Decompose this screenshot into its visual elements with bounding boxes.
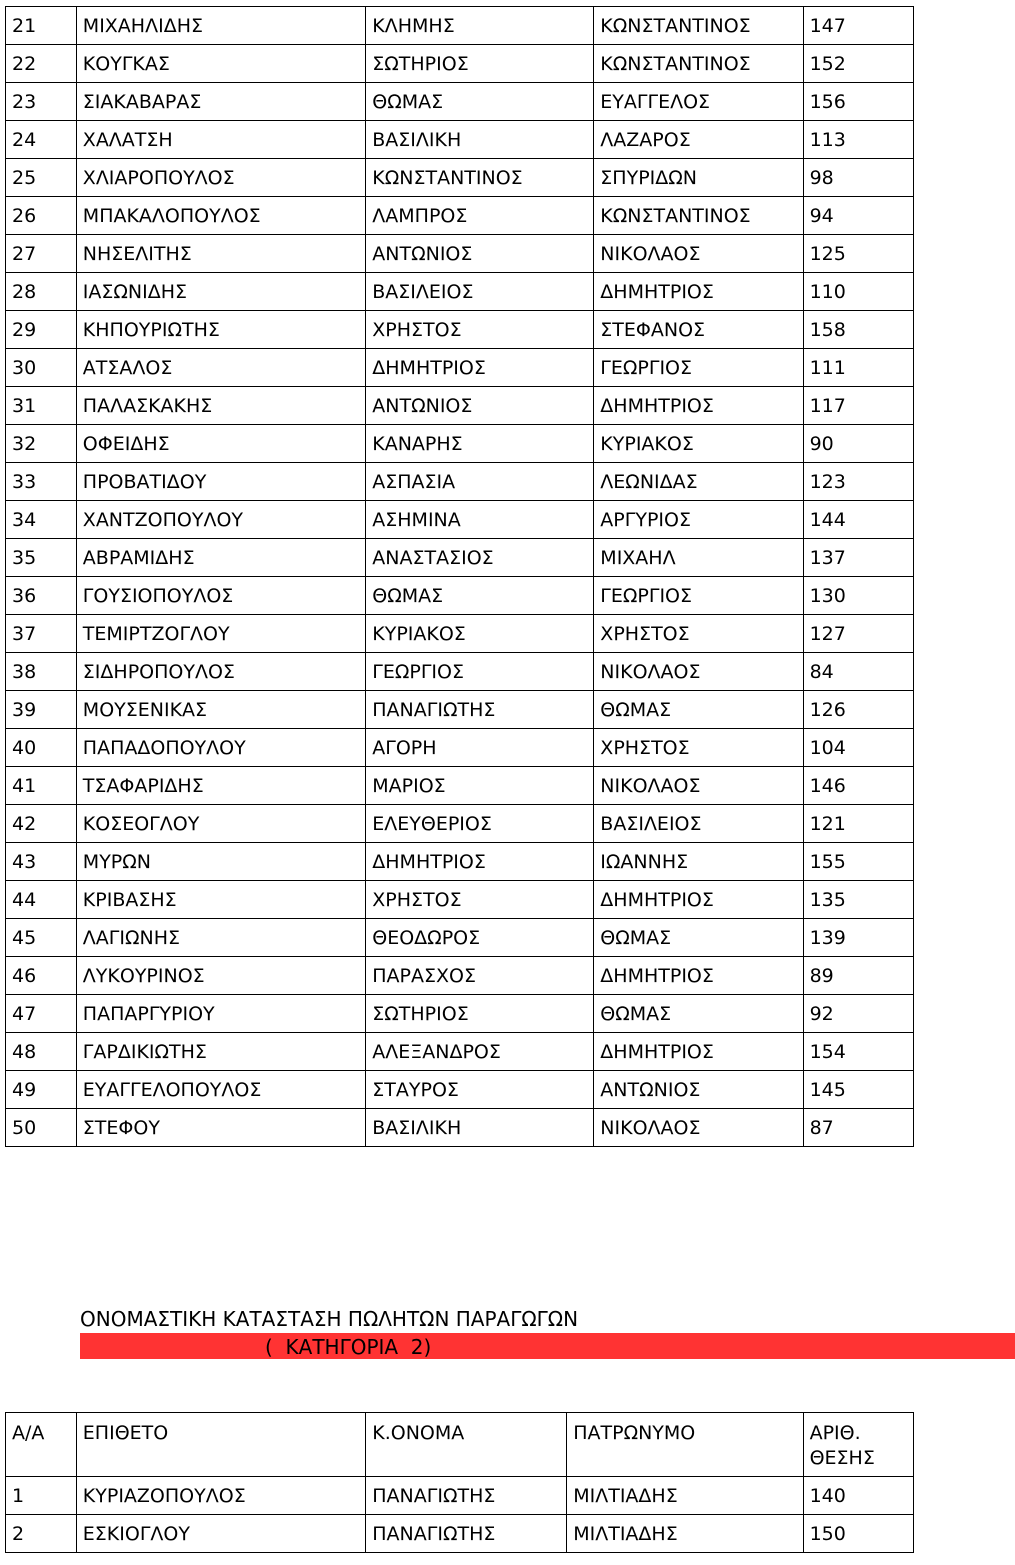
cell-father-name: ΘΩΜΑΣ [594, 691, 803, 729]
cell-position-number: 113 [803, 121, 913, 159]
cell-father-name: ΒΑΣΙΛΕΙΟΣ [594, 805, 803, 843]
cell-position-number: 87 [803, 1109, 913, 1147]
table-row [6, 425, 914, 463]
cell-surname: ΠΡΟΒΑΤΙΔΟΥ [76, 463, 365, 501]
cell-father-name: ΚΥΡΙΑΚΟΣ [594, 425, 803, 463]
header-surname: ΕΠΙΘΕΤΟ [76, 1413, 365, 1477]
cell-position-number: 135 [803, 881, 913, 919]
cell-father-name: ΑΝΤΩΝΙΟΣ [594, 1071, 803, 1109]
table-row [6, 501, 914, 539]
cell-position-number: 111 [803, 349, 913, 387]
cell-position-number: 90 [803, 425, 913, 463]
cell-father-name: ΚΩΝΣΤΑΝΤΙΝΟΣ [594, 45, 803, 83]
cell-surname: ΜΙΧΑΗΛΙΔΗΣ [76, 7, 365, 45]
cell-position-number: 98 [803, 159, 913, 197]
table-row [6, 615, 914, 653]
table-row [6, 197, 914, 235]
table-row [6, 729, 914, 767]
cell-first-name: ΜΑΡΙΟΣ [366, 767, 594, 805]
table-row [6, 881, 914, 919]
cell-index: 38 [6, 653, 77, 691]
cell-first-name: ΒΑΣΙΛΙΚΗ [366, 1109, 594, 1147]
sellers-table-category-2 [5, 1412, 914, 1553]
cell-position-number: 158 [803, 311, 913, 349]
cell-index: 42 [6, 805, 77, 843]
cell-first-name: ΚΩΝΣΤΑΝΤΙΝΟΣ [366, 159, 594, 197]
table-row [6, 349, 914, 387]
cell-first-name: ΑΝΤΩΝΙΟΣ [366, 387, 594, 425]
cell-father-name: ΓΕΩΡΓΙΟΣ [594, 349, 803, 387]
table-row [6, 995, 914, 1033]
sellers-table-category-1 [5, 6, 914, 1147]
cell-position-number: 126 [803, 691, 913, 729]
cell-first-name: ΚΛΗΜΗΣ [366, 7, 594, 45]
cell-index: 31 [6, 387, 77, 425]
cell-surname: ΤΣΑΦΑΡΙΔΗΣ [76, 767, 365, 805]
cell-first-name: ΔΗΜΗΤΡΙΟΣ [366, 843, 594, 881]
cell-index: 44 [6, 881, 77, 919]
cell-first-name: ΑΛΕΞΑΝΔΡΟΣ [366, 1033, 594, 1071]
table-row [6, 1109, 914, 1147]
cell-index: 22 [6, 45, 77, 83]
cell-surname: ΚΟΥΓΚΑΣ [76, 45, 365, 83]
cell-position-number: 123 [803, 463, 913, 501]
header-first-name: Κ.ΟΝΟΜΑ [366, 1413, 567, 1477]
cell-first-name: ΑΓΟΡΗ [366, 729, 594, 767]
table-row [6, 273, 914, 311]
cell-index: 39 [6, 691, 77, 729]
cell-surname: ΛΥΚΟΥΡΙΝΟΣ [76, 957, 365, 995]
table-row [6, 539, 914, 577]
cell-first-name: ΛΑΜΠΡΟΣ [366, 197, 594, 235]
cell-father-name: ΑΡΓΥΡΙΟΣ [594, 501, 803, 539]
cell-first-name: ΑΝΤΩΝΙΟΣ [366, 235, 594, 273]
cell-father-name: ΝΙΚΟΛΑΟΣ [594, 767, 803, 805]
cell-first-name: ΚΑΝΑΡΗΣ [366, 425, 594, 463]
cell-first-name: ΓΕΩΡΓΙΟΣ [366, 653, 594, 691]
cell-index: 28 [6, 273, 77, 311]
cell-index: 35 [6, 539, 77, 577]
cell-index: 48 [6, 1033, 77, 1071]
table-row [6, 463, 914, 501]
cell-surname: ΚΡΙΒΑΣΗΣ [76, 881, 365, 919]
cell-surname: ΜΟΥΣΕΝΙΚΑΣ [76, 691, 365, 729]
cell-index: 43 [6, 843, 77, 881]
cell-first-name: ΘΩΜΑΣ [366, 577, 594, 615]
table-row [6, 1071, 914, 1109]
cell-position-number: 139 [803, 919, 913, 957]
table-body [6, 1413, 914, 1553]
header-index: Α/Α [6, 1413, 77, 1477]
table-row [6, 653, 914, 691]
cell-first-name: ΒΑΣΙΛΙΚΗ [366, 121, 594, 159]
table-row [6, 1477, 914, 1515]
cell-father-name: ΔΗΜΗΤΡΙΟΣ [594, 387, 803, 425]
cell-surname: ΙΑΣΩΝΙΔΗΣ [76, 273, 365, 311]
cell-father-name: ΔΗΜΗΤΡΙΟΣ [594, 273, 803, 311]
table-row [6, 45, 914, 83]
cell-father-name: ΝΙΚΟΛΑΟΣ [594, 235, 803, 273]
cell-first-name: ΠΑΝΑΓΙΩΤΗΣ [366, 1477, 567, 1515]
cell-index: 36 [6, 577, 77, 615]
cell-index: 30 [6, 349, 77, 387]
cell-surname: ΓΟΥΣΙΟΠΟΥΛΟΣ [76, 577, 365, 615]
cell-index: 24 [6, 121, 77, 159]
cell-father-name: ΔΗΜΗΤΡΙΟΣ [594, 957, 803, 995]
cell-index: 21 [6, 7, 77, 45]
cell-position-number: 152 [803, 45, 913, 83]
cell-position-number: 121 [803, 805, 913, 843]
cell-father-name: ΜΙΛΤΙΑΔΗΣ [567, 1515, 803, 1553]
cell-first-name: ΧΡΗΣΤΟΣ [366, 311, 594, 349]
cell-father-name: ΛΕΩΝΙΔΑΣ [594, 463, 803, 501]
cell-position-number: 117 [803, 387, 913, 425]
cell-index: 1 [6, 1477, 77, 1515]
table-row [6, 7, 914, 45]
cell-surname: ΣΤΕΦΟΥ [76, 1109, 365, 1147]
cell-father-name: ΚΩΝΣΤΑΝΤΙΝΟΣ [594, 7, 803, 45]
cell-surname: ΠΑΛΑΣΚΑΚΗΣ [76, 387, 365, 425]
cell-position-number: 92 [803, 995, 913, 1033]
cell-first-name: ΔΗΜΗΤΡΙΟΣ [366, 349, 594, 387]
table-row [6, 691, 914, 729]
table-row [6, 957, 914, 995]
cell-position-number: 110 [803, 273, 913, 311]
cell-surname: ΣΙΔΗΡΟΠΟΥΛΟΣ [76, 653, 365, 691]
cell-father-name: ΧΡΗΣΤΟΣ [594, 615, 803, 653]
cell-surname: ΑΤΣΑΛΟΣ [76, 349, 365, 387]
cell-father-name: ΣΤΕΦΑΝΟΣ [594, 311, 803, 349]
cell-position-number: 145 [803, 1071, 913, 1109]
cell-index: 25 [6, 159, 77, 197]
table-row [6, 843, 914, 881]
cell-surname: ΧΛΙΑΡΟΠΟΥΛΟΣ [76, 159, 365, 197]
cell-surname: ΠΑΠΑΔΟΠΟΥΛΟΥ [76, 729, 365, 767]
cell-position-number: 84 [803, 653, 913, 691]
header-father-name: ΠΑΤΡΩΝΥΜΟ [567, 1413, 803, 1477]
cell-father-name: ΔΗΜΗΤΡΙΟΣ [594, 881, 803, 919]
table-body [6, 7, 914, 1147]
cell-index: 50 [6, 1109, 77, 1147]
cell-surname: ΚΥΡΙΑΖΟΠΟΥΛΟΣ [76, 1477, 365, 1515]
cell-father-name: ΔΗΜΗΤΡΙΟΣ [594, 1033, 803, 1071]
cell-index: 33 [6, 463, 77, 501]
cell-father-name: ΧΡΗΣΤΟΣ [594, 729, 803, 767]
cell-index: 23 [6, 83, 77, 121]
cell-surname: ΧΑΛΑΤΣΗ [76, 121, 365, 159]
cell-surname: ΕΥΑΓΓΕΛΟΠΟΥΛΟΣ [76, 1071, 365, 1109]
cell-surname: ΜΠΑΚΑΛΟΠΟΥΛΟΣ [76, 197, 365, 235]
cell-position-number: 140 [803, 1477, 913, 1515]
cell-father-name: ΝΙΚΟΛΑΟΣ [594, 1109, 803, 1147]
cell-father-name: ΘΩΜΑΣ [594, 919, 803, 957]
cell-position-number: 130 [803, 577, 913, 615]
table-row [6, 235, 914, 273]
cell-surname: ΓΑΡΔΙΚΙΩΤΗΣ [76, 1033, 365, 1071]
cell-index: 47 [6, 995, 77, 1033]
cell-surname: ΣΙΑΚΑΒΑΡΑΣ [76, 83, 365, 121]
cell-position-number: 147 [803, 7, 913, 45]
cell-first-name: ΑΣΗΜΙΝΑ [366, 501, 594, 539]
table-row [6, 121, 914, 159]
cell-first-name: ΘΕΟΔΩΡΟΣ [366, 919, 594, 957]
cell-first-name: ΧΡΗΣΤΟΣ [366, 881, 594, 919]
cell-position-number: 127 [803, 615, 913, 653]
cell-position-number: 137 [803, 539, 913, 577]
cell-index: 40 [6, 729, 77, 767]
cell-father-name: ΣΠΥΡΙΔΩΝ [594, 159, 803, 197]
cell-surname: ΧΑΝΤΖΟΠΟΥΛΟΥ [76, 501, 365, 539]
cell-father-name: ΕΥΑΓΓΕΛΟΣ [594, 83, 803, 121]
cell-father-name: ΘΩΜΑΣ [594, 995, 803, 1033]
cell-index: 41 [6, 767, 77, 805]
table-row [6, 577, 914, 615]
cell-first-name: ΑΝΑΣΤΑΣΙΟΣ [366, 539, 594, 577]
cell-surname: ΠΑΠΑΡΓΥΡΙΟΥ [76, 995, 365, 1033]
cell-surname: ΛΑΓΙΩΝΗΣ [76, 919, 365, 957]
header-position-number: ΑΡΙΘ. ΘΕΣΗΣ [803, 1413, 913, 1477]
cell-first-name: ΘΩΜΑΣ [366, 83, 594, 121]
cell-surname: ΕΣΚΙΟΓΛΟΥ [76, 1515, 365, 1553]
cell-first-name: ΠΑΝΑΓΙΩΤΗΣ [366, 691, 594, 729]
cell-index: 27 [6, 235, 77, 273]
cell-position-number: 150 [803, 1515, 913, 1553]
cell-position-number: 89 [803, 957, 913, 995]
cell-first-name: ΣΤΑΥΡΟΣ [366, 1071, 594, 1109]
table-row [6, 919, 914, 957]
cell-index: 45 [6, 919, 77, 957]
table-header-row [6, 1413, 914, 1477]
cell-first-name: ΣΩΤΗΡΙΟΣ [366, 45, 594, 83]
cell-position-number: 146 [803, 767, 913, 805]
cell-surname: ΑΒΡΑΜΙΔΗΣ [76, 539, 365, 577]
cell-father-name: ΚΩΝΣΤΑΝΤΙΝΟΣ [594, 197, 803, 235]
cell-first-name: ΣΩΤΗΡΙΟΣ [366, 995, 594, 1033]
table-row [6, 83, 914, 121]
table-row [6, 159, 914, 197]
cell-father-name: ΙΩΑΝΝΗΣ [594, 843, 803, 881]
table-row [6, 805, 914, 843]
cell-first-name: ΑΣΠΑΣΙΑ [366, 463, 594, 501]
category-label: ( ΚΑΤΗΓΟΡΙΑ 2) [265, 1335, 432, 1359]
cell-surname: ΚΟΣΕΟΓΛΟΥ [76, 805, 365, 843]
category-band [80, 1333, 1015, 1359]
cell-position-number: 144 [803, 501, 913, 539]
cell-first-name: ΠΑΝΑΓΙΩΤΗΣ [366, 1515, 567, 1553]
cell-first-name: ΠΑΡΑΣΧΟΣ [366, 957, 594, 995]
cell-first-name: ΚΥΡΙΑΚΟΣ [366, 615, 594, 653]
cell-index: 2 [6, 1515, 77, 1553]
cell-surname: ΝΗΣΕΛΙΤΗΣ [76, 235, 365, 273]
cell-index: 46 [6, 957, 77, 995]
cell-position-number: 94 [803, 197, 913, 235]
cell-index: 34 [6, 501, 77, 539]
cell-father-name: ΛΑΖΑΡΟΣ [594, 121, 803, 159]
cell-first-name: ΕΛΕΥΘΕΡΙΟΣ [366, 805, 594, 843]
cell-first-name: ΒΑΣΙΛΕΙΟΣ [366, 273, 594, 311]
cell-surname: ΚΗΠΟΥΡΙΩΤΗΣ [76, 311, 365, 349]
cell-surname: ΤΕΜΙΡΤΖΟΓΛΟΥ [76, 615, 365, 653]
section-heading: ΟΝΟΜΑΣΤΙΚΗ ΚΑΤΑΣΤΑΣΗ ΠΩΛΗΤΩΝ ΠΑΡΑΓΩΓΩΝ [80, 1307, 579, 1331]
cell-father-name: ΓΕΩΡΓΙΟΣ [594, 577, 803, 615]
cell-position-number: 155 [803, 843, 913, 881]
cell-position-number: 104 [803, 729, 913, 767]
cell-position-number: 154 [803, 1033, 913, 1071]
table-row [6, 311, 914, 349]
table-row [6, 1033, 914, 1071]
cell-index: 26 [6, 197, 77, 235]
cell-position-number: 125 [803, 235, 913, 273]
cell-father-name: ΜΙΛΤΙΑΔΗΣ [567, 1477, 803, 1515]
cell-surname: ΜΥΡΩΝ [76, 843, 365, 881]
cell-index: 37 [6, 615, 77, 653]
table-row [6, 387, 914, 425]
cell-surname: ΟΦΕΙΔΗΣ [76, 425, 365, 463]
cell-position-number: 156 [803, 83, 913, 121]
cell-index: 29 [6, 311, 77, 349]
cell-father-name: ΝΙΚΟΛΑΟΣ [594, 653, 803, 691]
table-row [6, 767, 914, 805]
cell-index: 32 [6, 425, 77, 463]
cell-father-name: ΜΙΧΑΗΛ [594, 539, 803, 577]
cell-index: 49 [6, 1071, 77, 1109]
table-row [6, 1515, 914, 1553]
